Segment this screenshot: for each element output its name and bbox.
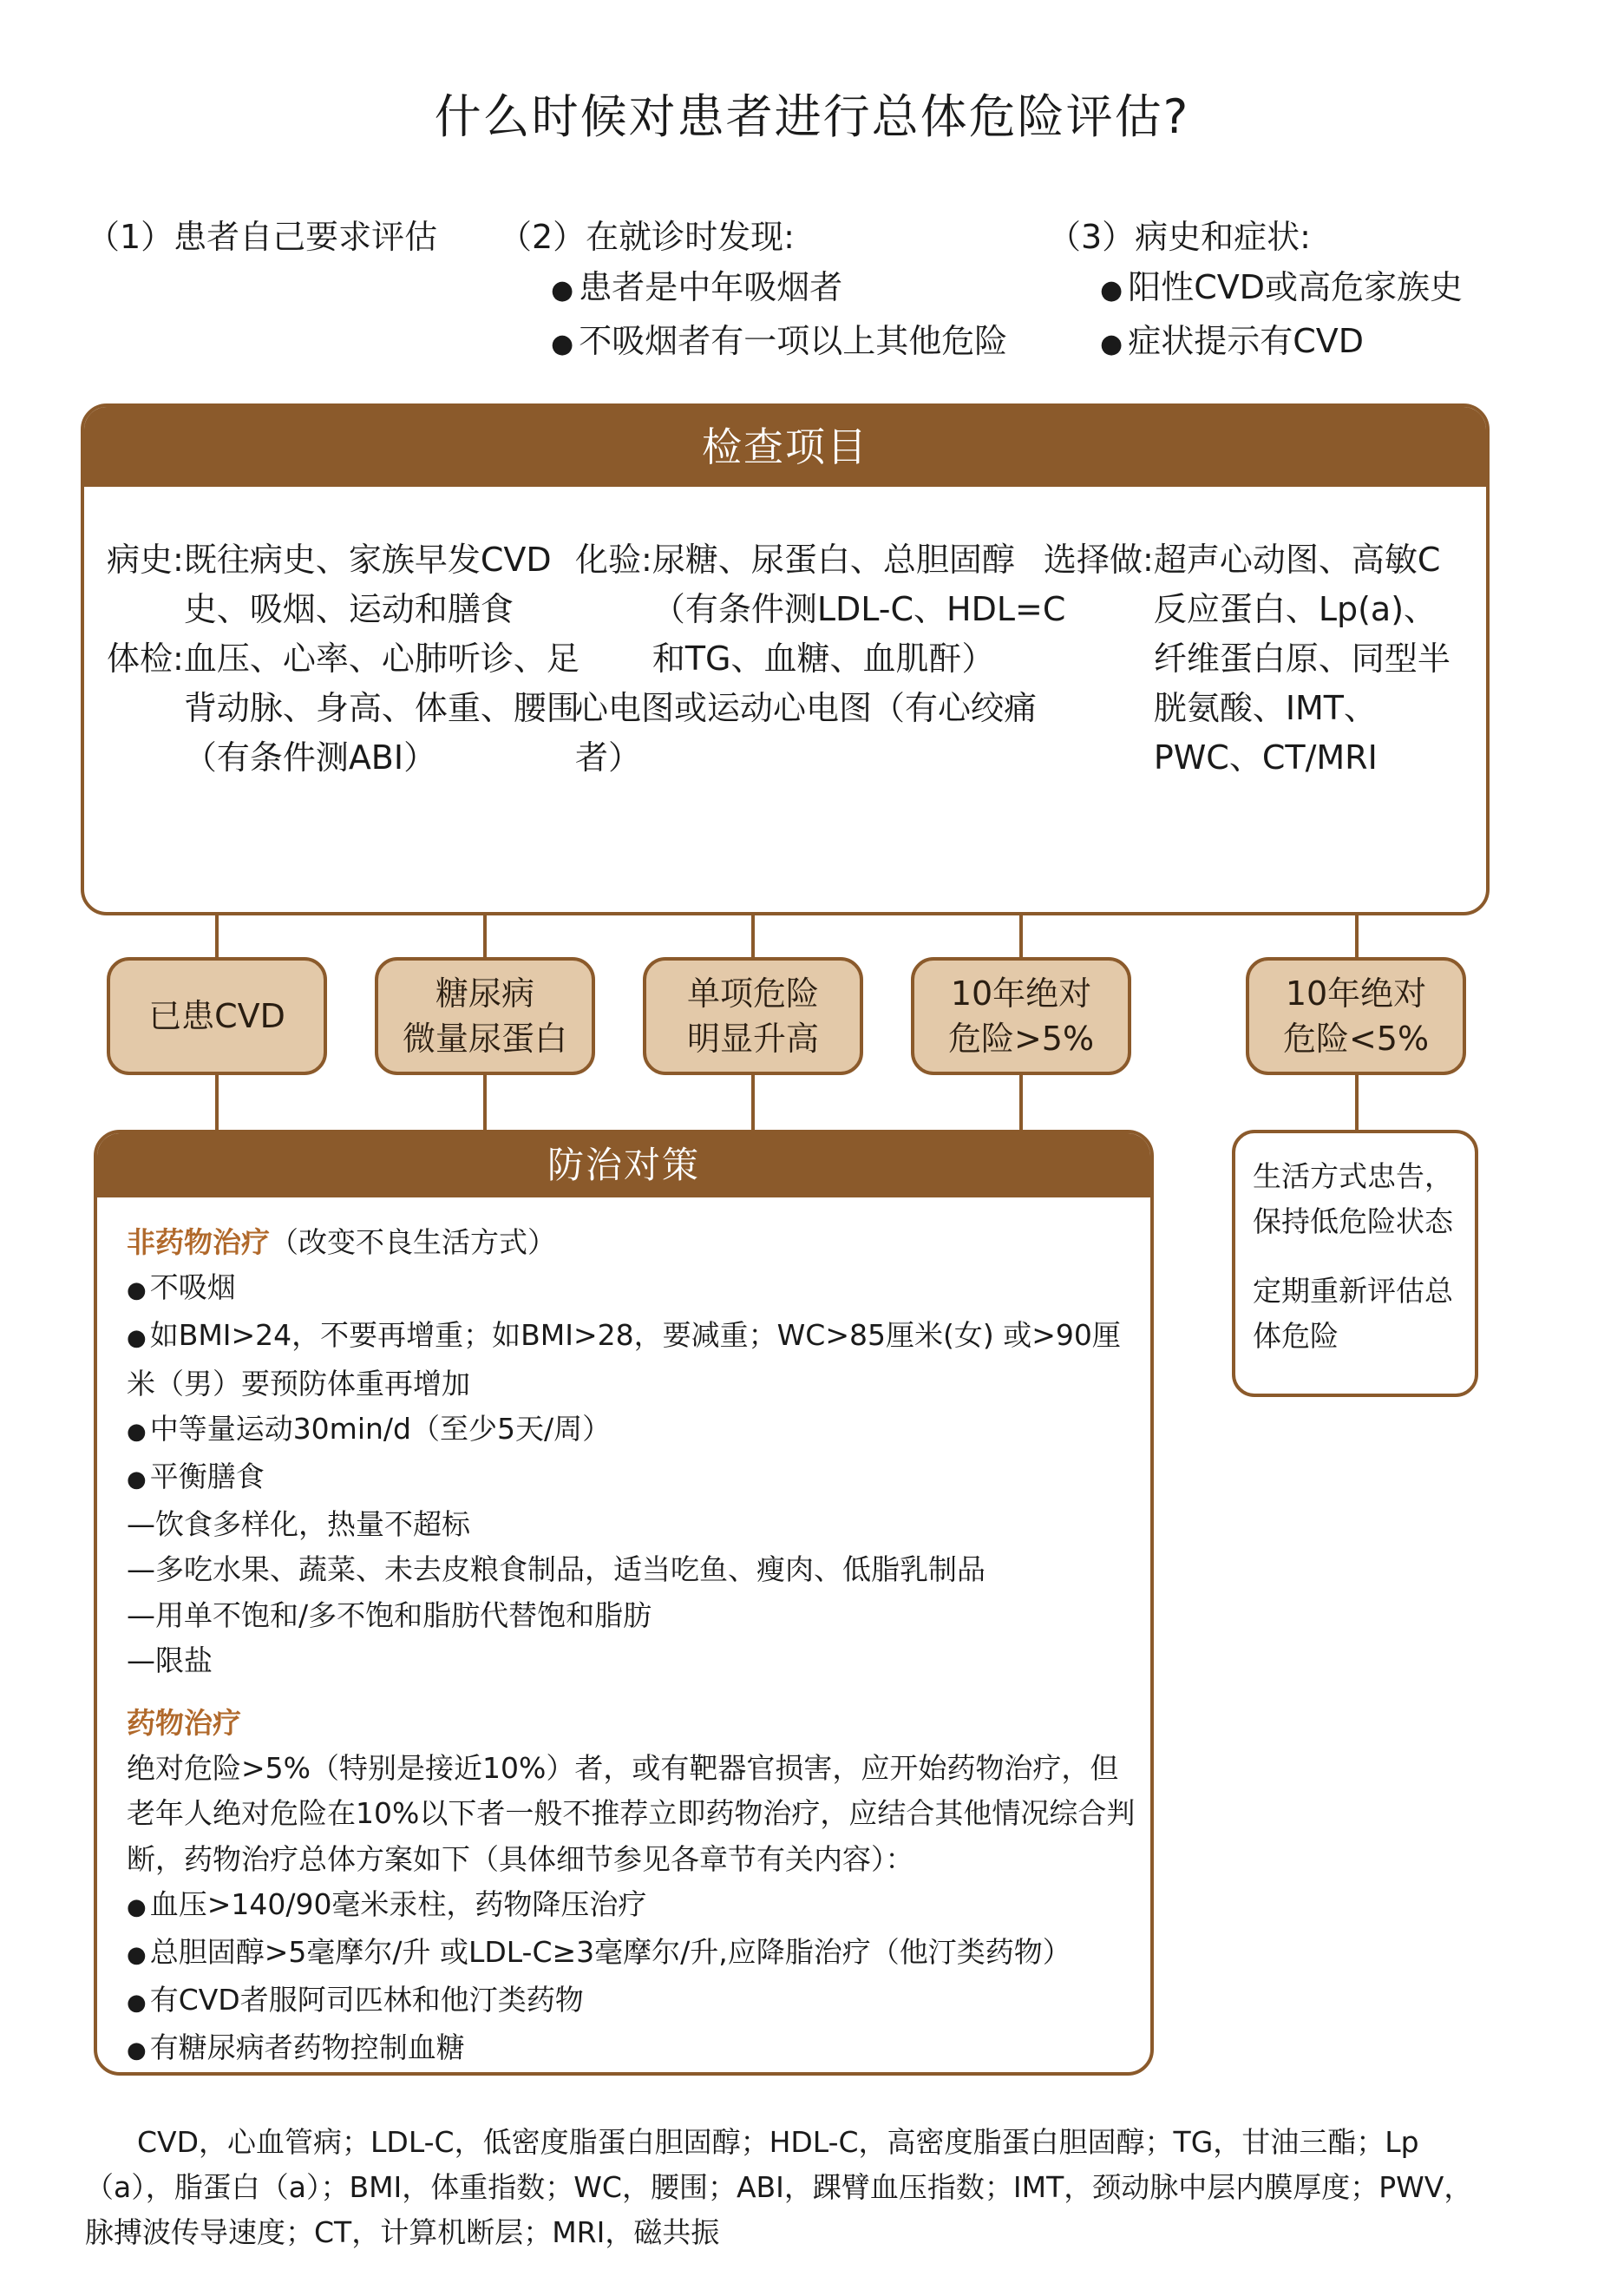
nondrug-item: ● 平衡膳食	[127, 1454, 1137, 1502]
exam-column-lab	[575, 535, 1070, 783]
nondrug-item: ● 中等量运动30min/d（至少5天/周）	[127, 1407, 1137, 1454]
optional-label: 选择做:	[1044, 541, 1154, 579]
node-diabetes	[375, 957, 595, 1075]
criterion-3-item: ● 阳性CVD或高危家族史	[1100, 262, 1586, 316]
plan-content	[127, 1220, 1137, 2074]
drug-item: ● 有CVD者服阿司匹林和他汀类药物	[127, 1978, 1137, 2025]
criterion-3-item: ● 症状提示有CVD	[1100, 316, 1586, 370]
footnote: CVD，心血管病；LDL-C，低密度脂蛋白胆固醇；HDL-C，高密度脂蛋白胆固醇；TG，甘油三酯；Lp（a），脂蛋白（a）；BMI，体重指数；WC，腰围；ABI，踝臂血压指数；IMT，颈动脉中层内膜厚度；PWV，脉搏波传导速度；CT，计算机断层；MRI，磁共振	[85, 2125, 1473, 2249]
diet-item: —多吃水果、蔬菜、未去皮粮食制品，适当吃鱼、瘦肉、低脂乳制品	[127, 1552, 986, 1587]
criterion-2-item: ● 不吸烟者有一项以上其他危险	[551, 316, 1037, 370]
connector-line	[751, 915, 755, 959]
ecg-text: 心电图或运动心电图（有心绞痛者）	[575, 689, 1038, 777]
drug-text: 绝对危险>5%（特别是接近10%）者，或有靶器官损害，应开始药物治疗，但老年人绝对危险在10%以下者一般不推荐立即药物治疗，应结合其他情况综合判断，药物治疗总体方案如下（具体细节参见各章节有关内容）：	[127, 1751, 1136, 1876]
drug-heading: 药物治疗	[127, 1706, 241, 1741]
connector-line	[215, 915, 219, 959]
node-cvd	[107, 957, 327, 1075]
criterion-2	[499, 212, 1037, 370]
connector-line	[483, 915, 487, 959]
node-diabetes-line2: 微量尿蛋白	[402, 1020, 567, 1058]
drug-item: ● 总胆固醇>5毫摩尔/升 或LDL-C≥3毫摩尔/升,应降脂治疗（他汀类药物）	[127, 1930, 1137, 1978]
physical-exam-text: 血压、心率、心肺听诊、足背动脉、身高、体重、腰围（有条件测ABI）	[183, 640, 580, 777]
nondrug-heading: 非药物治疗	[127, 1225, 270, 1259]
exam-column-optional	[1044, 535, 1467, 783]
criterion-3	[1048, 212, 1586, 370]
connector-line	[751, 1073, 755, 1131]
drug-item: ● 有糖尿病者药物控制血糖	[127, 2025, 1137, 2073]
criterion-2-item: ● 患者是中年吸烟者	[551, 262, 1037, 316]
nondrug-item: ● 不吸烟	[127, 1265, 1137, 1313]
plan-title: 防治对策	[97, 1133, 1150, 1197]
diet-item: —用单不饱和/多不饱和脂肪代替饱和脂肪	[127, 1597, 652, 1632]
node-single-risk-line1: 单项危险	[686, 974, 819, 1013]
node-high-risk-line2: 危险>5%	[947, 1020, 1095, 1058]
nondrug-item: ● 如BMI>24，不要再增重；如BMI>28，要减重；WC>85厘米(女) 或>90厘米（男）要预防体重再增加	[127, 1313, 1137, 1406]
lifestyle-reassess: 定期重新评估总体危险	[1253, 1274, 1453, 1353]
node-diabetes-line1: 糖尿病	[435, 974, 534, 1013]
history-text: 既往病史、家族早发CVD史、吸烟、运动和膳食	[183, 541, 552, 628]
node-single-risk-line2: 明显升高	[686, 1020, 819, 1058]
diet-item: —限盐	[127, 1643, 213, 1677]
drug-item: ● 血压>140/90毫米汞柱，药物降压治疗	[127, 1882, 1137, 1930]
exam-title: 检查项目	[84, 407, 1486, 487]
lifestyle-box	[1232, 1130, 1478, 1397]
criterion-1	[87, 212, 494, 262]
connector-line	[1019, 915, 1023, 959]
criterion-3-heading: （3）病史和症状:	[1048, 218, 1311, 256]
criterion-2-heading: （2）在就诊时发现:	[499, 218, 795, 256]
node-low-risk-line1: 10年绝对	[1285, 974, 1427, 1013]
history-label: 病史:	[107, 541, 184, 579]
connector-line	[1355, 915, 1359, 959]
node-low-risk	[1246, 957, 1466, 1075]
page-title: 什么时候对患者进行总体危险评估?	[434, 89, 1190, 144]
connector-line	[1355, 1073, 1359, 1131]
node-low-risk-line2: 危险<5%	[1282, 1020, 1430, 1058]
nondrug-note: （改变不良生活方式）	[270, 1225, 556, 1259]
connector-line	[483, 1073, 487, 1131]
diet-item: —饮食多样化，热量不超标	[127, 1507, 470, 1542]
optional-text: 超声心动图、高敏C反应蛋白、Lp(a)、纤维蛋白原、同型半胱氨酸、IMT、PWC、CT/MRI	[1153, 541, 1450, 777]
node-single-risk	[643, 957, 863, 1075]
node-high-risk-line1: 10年绝对	[950, 974, 1092, 1013]
node-high-risk	[911, 957, 1131, 1075]
lifestyle-content	[1253, 1154, 1464, 1359]
connector-line	[215, 1073, 219, 1131]
criterion-1-heading: （1）患者自己要求评估	[87, 218, 438, 256]
exam-column-history	[107, 535, 610, 783]
connector-line	[1019, 1073, 1023, 1131]
exam-box	[81, 403, 1490, 915]
physical-exam-label: 体检:	[107, 640, 184, 678]
node-cvd-label: 已患CVD	[148, 997, 285, 1035]
lab-label: 化验:	[575, 541, 652, 579]
lifestyle-advice: 生活方式忠告，保持低危险状态	[1253, 1159, 1453, 1238]
plan-box	[94, 1130, 1154, 2076]
lab-text: 尿糖、尿蛋白、总胆固醇（有条件测LDL-C、HDL=C 和TG、血糖、血肌酐）	[652, 541, 1066, 678]
